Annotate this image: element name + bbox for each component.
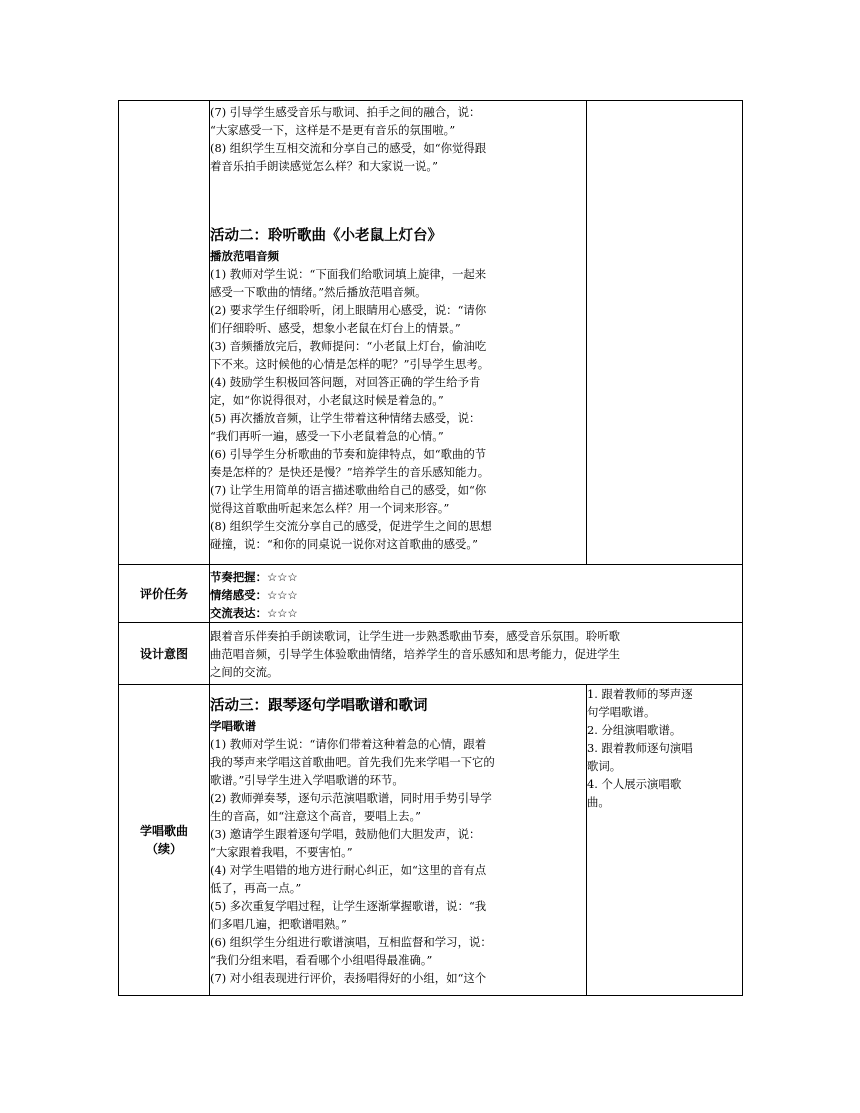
text-line: 我的琴声来学唱这首歌曲吧。首先我们先来学唱一下它的	[210, 755, 495, 769]
text-line: (6) 引导学生分析歌曲的节奏和旋律特点，如“歌曲的节	[210, 447, 487, 461]
text-line: (7) 引导学生感受音乐与歌词、拍手之间的融合，说：	[210, 105, 481, 119]
evaluation-item	[210, 568, 742, 586]
star-rating: ☆☆☆	[266, 588, 298, 602]
activity-two-steps	[210, 265, 586, 553]
text-line: (7) 让学生用简单的语言描述歌曲给自己的感受，如“你	[210, 483, 487, 497]
activity-three-steps	[210, 735, 586, 987]
singing-label	[119, 685, 210, 996]
text-line: 低了，再高一点。”	[210, 881, 302, 895]
text-line: 生的音高，如“注意这个高音，要唱上去。”	[210, 809, 421, 823]
text-line: 们多唱几遍，把歌谱唱熟。”	[210, 917, 347, 931]
row-label-empty	[119, 101, 210, 565]
activity-two-subtitle: 播放范唱音频	[210, 249, 279, 263]
text-line: 碰撞，说：“和你的同桌说一说你对这首歌曲的感受。”	[210, 537, 478, 551]
text-line: 感受一下歌曲的情绪。”然后播放范唱音频。	[210, 285, 427, 299]
design-intent-row	[119, 623, 743, 685]
activity-three-subtitle: 学唱歌谱	[210, 719, 256, 733]
lesson-plan-table	[118, 100, 743, 996]
text-line: (8) 组织学生交流分享自己的感受，促进学生之间的思想	[210, 519, 492, 533]
text-line: 跟着音乐伴奏拍手朗读歌词，让学生进一步熟悉歌曲节奏，感受音乐氛围。聆听歌	[210, 629, 621, 643]
student-activity-line: 1. 跟着教师的琴声逐	[587, 687, 693, 701]
student-activity-line: 曲。	[587, 795, 610, 809]
evaluation-item	[210, 586, 742, 604]
star-rating: ☆☆☆	[266, 606, 298, 620]
text-line: 歌谱。”引导学生进入学唱歌谱的环节。	[210, 773, 404, 787]
activity-two-title: 活动二：聆听歌曲《小老鼠上灯台》	[210, 228, 442, 244]
singing-content-cell	[210, 685, 587, 996]
text-line: (5) 再次播放音频，让学生带着这种情绪去感受，说：	[210, 411, 481, 425]
evaluation-item-name: 节奏把握：	[210, 570, 267, 584]
text-line: “我们再听一遍，感受一下小老鼠着急的心情。”	[210, 429, 444, 443]
evaluation-item-name: 交流表达：	[210, 606, 267, 620]
star-rating: ☆☆☆	[266, 570, 298, 584]
text-line: 下不来。这时候他的心情是怎样的呢？”引导学生思考。	[210, 357, 490, 371]
text-line: 着音乐拍手朗读感觉怎么样？和大家说一说。”	[210, 159, 438, 173]
text-line: 奏是怎样的？是快还是慢？”培养学生的音乐感知能力。	[210, 465, 490, 479]
text-line: 之间的交流。	[210, 665, 279, 679]
student-activity-line: 4. 个人展示演唱歌	[587, 777, 682, 791]
singing-label-line: （续）	[145, 842, 182, 856]
text-line: 觉得这首歌曲听起来怎么样？用一个词来形容。”	[210, 501, 450, 515]
text-line: (1) 教师对学生说：“下面我们给歌词填上旋律，一起来	[210, 267, 487, 281]
singing-row	[119, 685, 743, 996]
text-line: (4) 鼓励学生积极回答问题，对回答正确的学生给予肯	[210, 375, 481, 389]
text-line: “大家跟着我唱，不要害怕。”	[210, 845, 353, 859]
text-line: “大家感受一下，这样是不是更有音乐的氛围啦。”	[210, 123, 456, 137]
evaluation-content	[210, 565, 743, 623]
evaluation-item-name: 情绪感受：	[210, 588, 267, 602]
continued-steps	[210, 103, 586, 175]
student-activity-line: 3. 跟着教师逐句演唱	[587, 741, 693, 755]
student-activity-line: 2. 分组演唱歌谱。	[587, 723, 682, 737]
text-line: (3) 邀请学生跟着逐句学唱，鼓励他们大胆发声，说：	[210, 827, 481, 841]
text-line: (2) 要求学生仔细聆听，闭上眼睛用心感受，说：“请你	[210, 303, 487, 317]
design-intent-label: 设计意图	[119, 623, 210, 685]
activity-three-title: 活动三：跟琴逐句学唱歌谱和歌词	[210, 698, 428, 714]
text-line: (2) 教师弹奏琴，逐句示范演唱歌谱，同时用手势引导学	[210, 791, 492, 805]
text-line: (8) 组织学生互相交流和分享自己的感受，如“你觉得跟	[210, 141, 487, 155]
student-activity-line: 歌词。	[587, 759, 622, 773]
evaluation-label: 评价任务	[119, 565, 210, 623]
text-line: (4) 对学生唱错的地方进行耐心纠正，如“这里的音有点	[210, 863, 487, 877]
text-line: 定，如“你说得很对，小老鼠这时候是着急的。”	[210, 393, 444, 407]
singing-label-line: 学唱歌曲	[139, 824, 188, 838]
student-activity-cell	[587, 685, 743, 996]
evaluation-item	[210, 604, 742, 622]
text-line: 们仔细聆听、感受，想象小老鼠在灯台上的情景。”	[210, 321, 461, 335]
text-line: (1) 教师对学生说：“请你们带着这种着急的心情，跟着	[210, 737, 487, 751]
text-line: (6) 组织学生分组进行歌谱演唱，互相监督和学习，说：	[210, 935, 492, 949]
evaluation-row	[119, 565, 743, 623]
student-activity-cell-empty	[587, 101, 743, 565]
text-line: (3) 音频播放完后，教师提问：“小老鼠上灯台，偷油吃	[210, 339, 487, 353]
activity-content-cell	[210, 101, 587, 565]
student-activity-line: 句学唱歌谱。	[587, 705, 656, 719]
text-line: “我们分组来唱，看看哪个小组唱得最准确。”	[210, 953, 433, 967]
design-intent-content	[210, 623, 743, 685]
text-line: (5) 多次重复学唱过程，让学生逐渐掌握歌谱，说：“我	[210, 899, 487, 913]
text-line: (7) 对小组表现进行评价，表扬唱得好的小组，如“这个	[210, 971, 487, 985]
activity-row	[119, 101, 743, 565]
text-line: 曲范唱音频，引导学生体验歌曲情绪，培养学生的音乐感知和思考能力，促进学生	[210, 647, 621, 661]
